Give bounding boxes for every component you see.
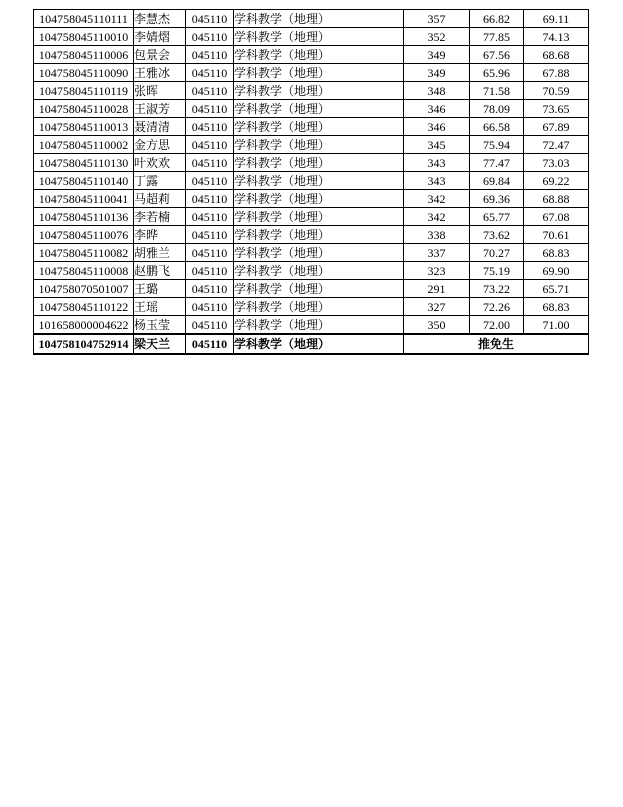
major-name-cell: 学科教学（地理） (234, 82, 404, 100)
initial-score-cell: 357 (404, 10, 470, 28)
table-row (34, 280, 589, 298)
candidate-id-cell: 104758045110136 (34, 208, 134, 226)
retest-score-cell: 75.19 (470, 262, 524, 280)
major-code-cell: 045110 (186, 118, 234, 136)
candidate-id-cell: 104758045110119 (34, 82, 134, 100)
initial-score-cell: 346 (404, 100, 470, 118)
initial-score-cell: 342 (404, 190, 470, 208)
total-score-cell: 69.11 (524, 10, 589, 28)
major-name-cell: 学科教学（地理） (234, 334, 404, 354)
table-row (34, 172, 589, 190)
retest-score-cell: 69.36 (470, 190, 524, 208)
retest-score-cell: 65.96 (470, 64, 524, 82)
table-row (34, 136, 589, 154)
major-name-cell: 学科教学（地理） (234, 154, 404, 172)
major-name-cell: 学科教学（地理） (234, 226, 404, 244)
name-cell: 李婧熠 (134, 28, 186, 46)
retest-score-cell: 65.77 (470, 208, 524, 226)
total-score-cell: 67.08 (524, 208, 589, 226)
initial-score-cell: 342 (404, 208, 470, 226)
candidate-id-cell: 104758045110002 (34, 136, 134, 154)
major-code-cell: 045110 (186, 82, 234, 100)
table-row (34, 262, 589, 280)
retest-score-cell: 73.22 (470, 280, 524, 298)
major-code-cell: 045110 (186, 172, 234, 190)
total-score-cell: 72.47 (524, 136, 589, 154)
major-code-cell: 045110 (186, 226, 234, 244)
candidate-id-cell: 104758070501007 (34, 280, 134, 298)
retest-score-cell: 73.62 (470, 226, 524, 244)
major-code-cell: 045110 (186, 190, 234, 208)
major-name-cell: 学科教学（地理） (234, 46, 404, 64)
major-name-cell: 学科教学（地理） (234, 208, 404, 226)
major-code-cell: 045110 (186, 334, 234, 354)
major-name-cell: 学科教学（地理） (234, 244, 404, 262)
major-name-cell: 学科教学（地理） (234, 172, 404, 190)
total-score-cell: 70.61 (524, 226, 589, 244)
table-row (34, 190, 589, 208)
name-cell: 梁天兰 (134, 334, 186, 354)
total-score-cell: 69.90 (524, 262, 589, 280)
major-name-cell: 学科教学（地理） (234, 118, 404, 136)
retest-score-cell: 77.47 (470, 154, 524, 172)
exempt-note-cell: 推免生 (404, 334, 589, 354)
admission-results-table (33, 9, 589, 355)
candidate-id-cell: 104758045110082 (34, 244, 134, 262)
initial-score-cell: 343 (404, 154, 470, 172)
total-score-cell: 68.83 (524, 298, 589, 316)
candidate-id-cell: 104758045110076 (34, 226, 134, 244)
candidate-id-cell: 104758045110008 (34, 262, 134, 280)
total-score-cell: 68.88 (524, 190, 589, 208)
initial-score-cell: 349 (404, 64, 470, 82)
name-cell: 李若楠 (134, 208, 186, 226)
table-row (34, 298, 589, 316)
initial-score-cell: 323 (404, 262, 470, 280)
name-cell: 马超莉 (134, 190, 186, 208)
initial-score-cell: 327 (404, 298, 470, 316)
retest-score-cell: 78.09 (470, 100, 524, 118)
candidate-id-cell: 104758045110140 (34, 172, 134, 190)
major-name-cell: 学科教学（地理） (234, 298, 404, 316)
major-name-cell: 学科教学（地理） (234, 10, 404, 28)
total-score-cell: 69.22 (524, 172, 589, 190)
retest-score-cell: 70.27 (470, 244, 524, 262)
table-row (34, 316, 589, 335)
major-code-cell: 045110 (186, 28, 234, 46)
major-name-cell: 学科教学（地理） (234, 136, 404, 154)
name-cell: 王淑芳 (134, 100, 186, 118)
name-cell: 李晔 (134, 226, 186, 244)
initial-score-cell: 345 (404, 136, 470, 154)
initial-score-cell: 343 (404, 172, 470, 190)
table-row (34, 208, 589, 226)
total-score-cell: 71.00 (524, 316, 589, 335)
total-score-cell: 73.03 (524, 154, 589, 172)
initial-score-cell: 349 (404, 46, 470, 64)
retest-score-cell: 75.94 (470, 136, 524, 154)
total-score-cell: 70.59 (524, 82, 589, 100)
major-code-cell: 045110 (186, 316, 234, 335)
retest-score-cell: 72.00 (470, 316, 524, 335)
total-score-cell: 67.88 (524, 64, 589, 82)
retest-score-cell: 66.82 (470, 10, 524, 28)
major-code-cell: 045110 (186, 262, 234, 280)
name-cell: 胡雅兰 (134, 244, 186, 262)
major-name-cell: 学科教学（地理） (234, 262, 404, 280)
major-code-cell: 045110 (186, 154, 234, 172)
table-row (34, 100, 589, 118)
exempt-student-row (34, 334, 589, 354)
candidate-id-cell: 104758045110028 (34, 100, 134, 118)
retest-score-cell: 77.85 (470, 28, 524, 46)
candidate-id-cell: 104758045110010 (34, 28, 134, 46)
candidate-id-cell: 104758045110013 (34, 118, 134, 136)
initial-score-cell: 352 (404, 28, 470, 46)
major-name-cell: 学科教学（地理） (234, 190, 404, 208)
name-cell: 王瑶 (134, 298, 186, 316)
candidate-id-cell: 104758045110122 (34, 298, 134, 316)
name-cell: 包景会 (134, 46, 186, 64)
total-score-cell: 74.13 (524, 28, 589, 46)
retest-score-cell: 69.84 (470, 172, 524, 190)
table-row (34, 82, 589, 100)
total-score-cell: 68.83 (524, 244, 589, 262)
major-code-cell: 045110 (186, 244, 234, 262)
major-code-cell: 045110 (186, 100, 234, 118)
name-cell: 聂清清 (134, 118, 186, 136)
major-code-cell: 045110 (186, 136, 234, 154)
initial-score-cell: 350 (404, 316, 470, 335)
candidate-id-cell: 104758045110130 (34, 154, 134, 172)
major-name-cell: 学科教学（地理） (234, 280, 404, 298)
candidate-id-cell: 101658000004622 (34, 316, 134, 335)
candidate-id-cell: 104758045110090 (34, 64, 134, 82)
major-name-cell: 学科教学（地理） (234, 100, 404, 118)
initial-score-cell: 337 (404, 244, 470, 262)
name-cell: 丁露 (134, 172, 186, 190)
retest-score-cell: 66.58 (470, 118, 524, 136)
name-cell: 赵鹏飞 (134, 262, 186, 280)
table-row (34, 226, 589, 244)
candidate-id-cell: 104758045110006 (34, 46, 134, 64)
table-row (34, 118, 589, 136)
results-table-body (34, 10, 589, 355)
retest-score-cell: 72.26 (470, 298, 524, 316)
major-code-cell: 045110 (186, 208, 234, 226)
table-row (34, 154, 589, 172)
total-score-cell: 65.71 (524, 280, 589, 298)
name-cell: 张晖 (134, 82, 186, 100)
retest-score-cell: 71.58 (470, 82, 524, 100)
initial-score-cell: 346 (404, 118, 470, 136)
name-cell: 王雅冰 (134, 64, 186, 82)
initial-score-cell: 338 (404, 226, 470, 244)
candidate-id-cell: 104758045110041 (34, 190, 134, 208)
name-cell: 金方思 (134, 136, 186, 154)
candidate-id-cell: 104758104752914 (34, 334, 134, 354)
table-row (34, 244, 589, 262)
major-name-cell: 学科教学（地理） (234, 316, 404, 335)
total-score-cell: 73.65 (524, 100, 589, 118)
major-code-cell: 045110 (186, 46, 234, 64)
initial-score-cell: 291 (404, 280, 470, 298)
name-cell: 李慧杰 (134, 10, 186, 28)
major-code-cell: 045110 (186, 10, 234, 28)
major-code-cell: 045110 (186, 298, 234, 316)
table-row (34, 10, 589, 28)
name-cell: 杨玉莹 (134, 316, 186, 335)
total-score-cell: 67.89 (524, 118, 589, 136)
initial-score-cell: 348 (404, 82, 470, 100)
table-row (34, 28, 589, 46)
candidate-id-cell: 104758045110111 (34, 10, 134, 28)
major-code-cell: 045110 (186, 280, 234, 298)
table-row (34, 46, 589, 64)
table-row (34, 64, 589, 82)
major-name-cell: 学科教学（地理） (234, 64, 404, 82)
major-code-cell: 045110 (186, 64, 234, 82)
major-name-cell: 学科教学（地理） (234, 28, 404, 46)
retest-score-cell: 67.56 (470, 46, 524, 64)
total-score-cell: 68.68 (524, 46, 589, 64)
name-cell: 叶欢欢 (134, 154, 186, 172)
name-cell: 王璐 (134, 280, 186, 298)
